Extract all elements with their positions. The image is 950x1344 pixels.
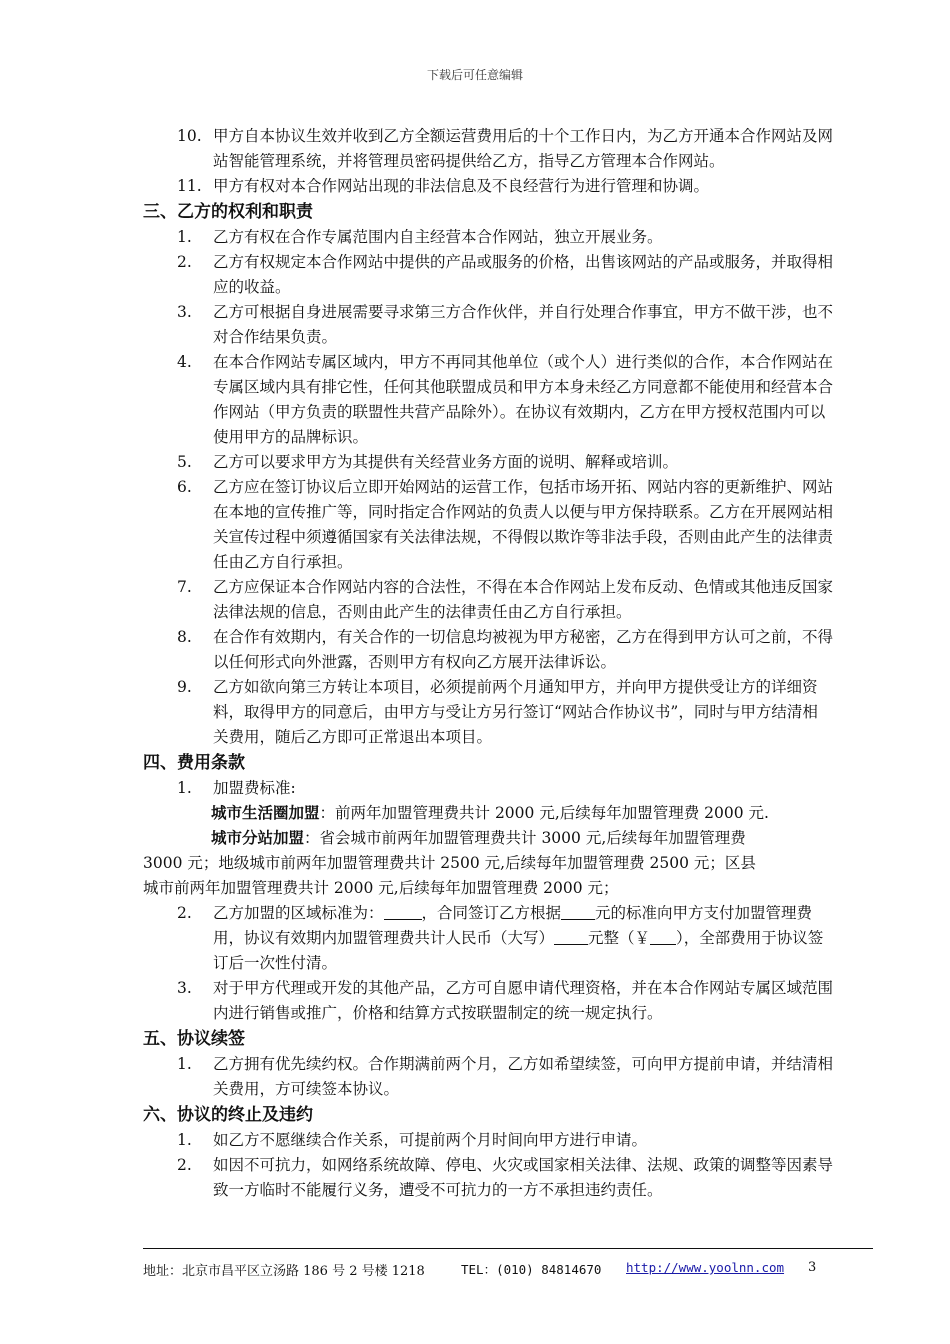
item-text: 甲方有权对本合作网站出现的非法信息及不良经营行为进行管理和协调。: [213, 177, 710, 195]
item-text: 乙方可以要求甲方为其提供有关经营业务方面的说明、解释或培训。: [213, 453, 679, 471]
item-number: 6.: [177, 478, 192, 496]
list-item: [143, 475, 833, 575]
item-number: 1.: [177, 1055, 192, 1073]
item-text: 乙方有权规定本合作网站中提供的产品或服务的价格，出售该网站的产品或服务，并取得相应的收益。: [213, 253, 834, 296]
list-item: [143, 901, 833, 976]
item-number: 7.: [177, 578, 192, 596]
list-item: [143, 300, 833, 350]
section-title: 五、协议续签: [143, 1029, 245, 1049]
item-text: 乙方应保证本合作网站内容的合法性，不得在本合作网站上发布反动、色情或其他违反国家法律法规的信息，否则由此产生的法律责任由乙方自行承担。: [213, 578, 834, 621]
item-number: 5.: [177, 453, 192, 471]
fee-label: 城市分站加盟: [211, 829, 305, 847]
list-item: [143, 1128, 833, 1153]
list-item: [143, 575, 833, 625]
fee-paragraph-cont: 城市前两年加盟管理费共计 2000 元,后续每年加盟管理费 2000 元；: [143, 879, 619, 897]
footer-address: 地址：北京市昌平区立汤路 186 号 2 号楼 1218: [143, 1264, 425, 1279]
item-text: 在合作有效期内，有关合作的一切信息均被视为甲方秘密，乙方在得到甲方认可之前，不得以任何形式向外泄露，否则甲方有权向乙方展开法律诉讼。: [213, 628, 834, 671]
item-text: ，合同签订乙方根据: [421, 904, 562, 922]
item-number: 10.: [177, 127, 202, 145]
item-text: 乙方加盟的区域标准为：: [213, 904, 384, 922]
list-item: [143, 174, 833, 199]
item-text: 甲方自本协议生效并收到乙方全额运营费用后的十个工作日内，为乙方开通本合作网站及网站智能管理系统，并将管理员密码提供给乙方，指导乙方管理本合作网站。: [213, 127, 834, 170]
fee-text: ：前两年加盟管理费共计 2000 元,后续每年加盟管理费 2000 元.: [319, 804, 769, 822]
item-number: 4.: [177, 353, 192, 371]
item-text: 在本合作网站专属区域内，甲方不再同其他单位（或个人）进行类似的合作，本合作网站在专属区域内具有排它性，任何其他联盟成员和甲方本身未经乙方同意都不能使用和经营本合作网站（甲方负责的联盟性共营产品除外）。在协议有效期内，乙方在甲方授权范围内可以使用甲方的品牌标识。: [213, 353, 834, 446]
page-footer: [143, 1260, 823, 1279]
item-text: 对于甲方代理或开发的其他产品，乙方可自愿申请代理资格，并在本合作网站专属区域范围内进行销售或推广，价格和结算方式按联盟制定的统一规定执行。: [213, 979, 834, 1022]
item-text: 如乙方不愿继续合作关系，可提前两个月时间向甲方进行申请。: [213, 1131, 648, 1149]
list-item: [143, 776, 833, 801]
list-item: [143, 1153, 833, 1203]
document-body: [143, 124, 833, 1203]
item-number: 1.: [177, 228, 192, 246]
item-number: 3.: [177, 979, 192, 997]
item-number: 3.: [177, 303, 192, 321]
list-item: [143, 225, 833, 250]
item-text: 管理费用，协议有效期内加盟管理费共计人民币（大写）: [213, 904, 813, 947]
list-item: [143, 675, 833, 750]
fee-label: 城市生活圈加盟: [211, 804, 320, 822]
footer-tel: TEL：(010) 84814670: [461, 1262, 602, 1277]
section-title: 六、协议的终止及违约: [143, 1105, 313, 1125]
list-item: [143, 450, 833, 475]
page-number: 3: [808, 1260, 817, 1275]
list-item: [143, 1052, 833, 1102]
footer-divider: [143, 1248, 873, 1249]
section-title: 三、乙方的权利和职责: [143, 202, 313, 222]
list-item: [143, 625, 833, 675]
fee-paragraph: [143, 826, 833, 851]
item-text: 乙方有权在合作专属范围内自主经营本合作网站，独立开展业务。: [213, 228, 663, 246]
list-item: [143, 124, 833, 174]
page-header-note: 下载后可任意编辑: [426, 68, 523, 82]
item-text: ），全: [676, 929, 715, 947]
item-text: 如因不可抗力，如网络系统故障、停电、火灾或国家相关法律、法规、政策的调整等因素导致一方临时不能履行义务，遭受不可抗力的一方不承担违约责任。: [213, 1156, 834, 1199]
list-item: [143, 250, 833, 300]
item-text: 元整（￥: [588, 929, 651, 947]
blank-region[interactable]: [384, 904, 422, 921]
fee-paragraph: [143, 801, 833, 826]
item-text: 加盟费标准:: [213, 779, 296, 797]
item-number: 11.: [177, 177, 202, 195]
footer-website-link[interactable]: http://www.yoolnn.com: [626, 1260, 785, 1275]
item-number: 9.: [177, 678, 192, 696]
item-number: 2.: [177, 1156, 192, 1174]
list-item: [143, 350, 833, 450]
section-title: 四、费用条款: [143, 753, 245, 773]
fee-paragraph-cont: 3000 元；地级城市前两年加盟管理费共计 2500 元,后续每年加盟管理费 2500 元；区县: [143, 854, 756, 872]
item-text: 乙方应在签订协议后立即开始网站的运营工作，包括市场开拓、网站内容的更新维护、网站在本地的宣传推广等，同时指定合作网站的负责人以便与甲方保持联系。乙方在开展网站相关宣传过程中须遵循国家有关法律法规，不得假以欺诈等非法手段，否则由此产生的法律责任由乙方自行承担。: [213, 478, 834, 571]
item-text: 乙方可根据自身进展需要寻求第三方合作伙伴，并自行处理合作事宜，甲方不做干涉，也不对合作结果负责。: [213, 303, 834, 346]
item-number: 2.: [177, 253, 192, 271]
item-number: 1.: [177, 1131, 192, 1149]
item-text: 乙方拥有优先续约权。合作期满前两个月，乙方如希望续签，可向甲方提前申请，并结清相关费用，方可续签本协议。: [213, 1055, 834, 1098]
item-text: 部费用于协议签订后一次性付清。: [213, 929, 824, 972]
blank-total-words[interactable]: [554, 929, 588, 946]
item-number: 8.: [177, 628, 192, 646]
fee-text: ：省会城市前两年加盟管理费共计 3000 元,后续每年加盟管理费: [304, 829, 746, 847]
blank-total-number[interactable]: [650, 929, 676, 946]
blank-amount[interactable]: [561, 904, 595, 921]
item-number: 2.: [177, 904, 192, 922]
item-number: 1.: [177, 779, 192, 797]
item-text: 元的标准向甲方支付加盟: [595, 904, 766, 922]
list-item: [143, 976, 833, 1026]
item-text: 乙方如欲向第三方转让本项目，必须提前两个月通知甲方，并向甲方提供受让方的详细资料，取得甲方的同意后，由甲方与受让方另行签订“网站合作协议书”，同时与甲方结清相关费用，随后乙方即可正常退出本项目。: [213, 678, 818, 746]
